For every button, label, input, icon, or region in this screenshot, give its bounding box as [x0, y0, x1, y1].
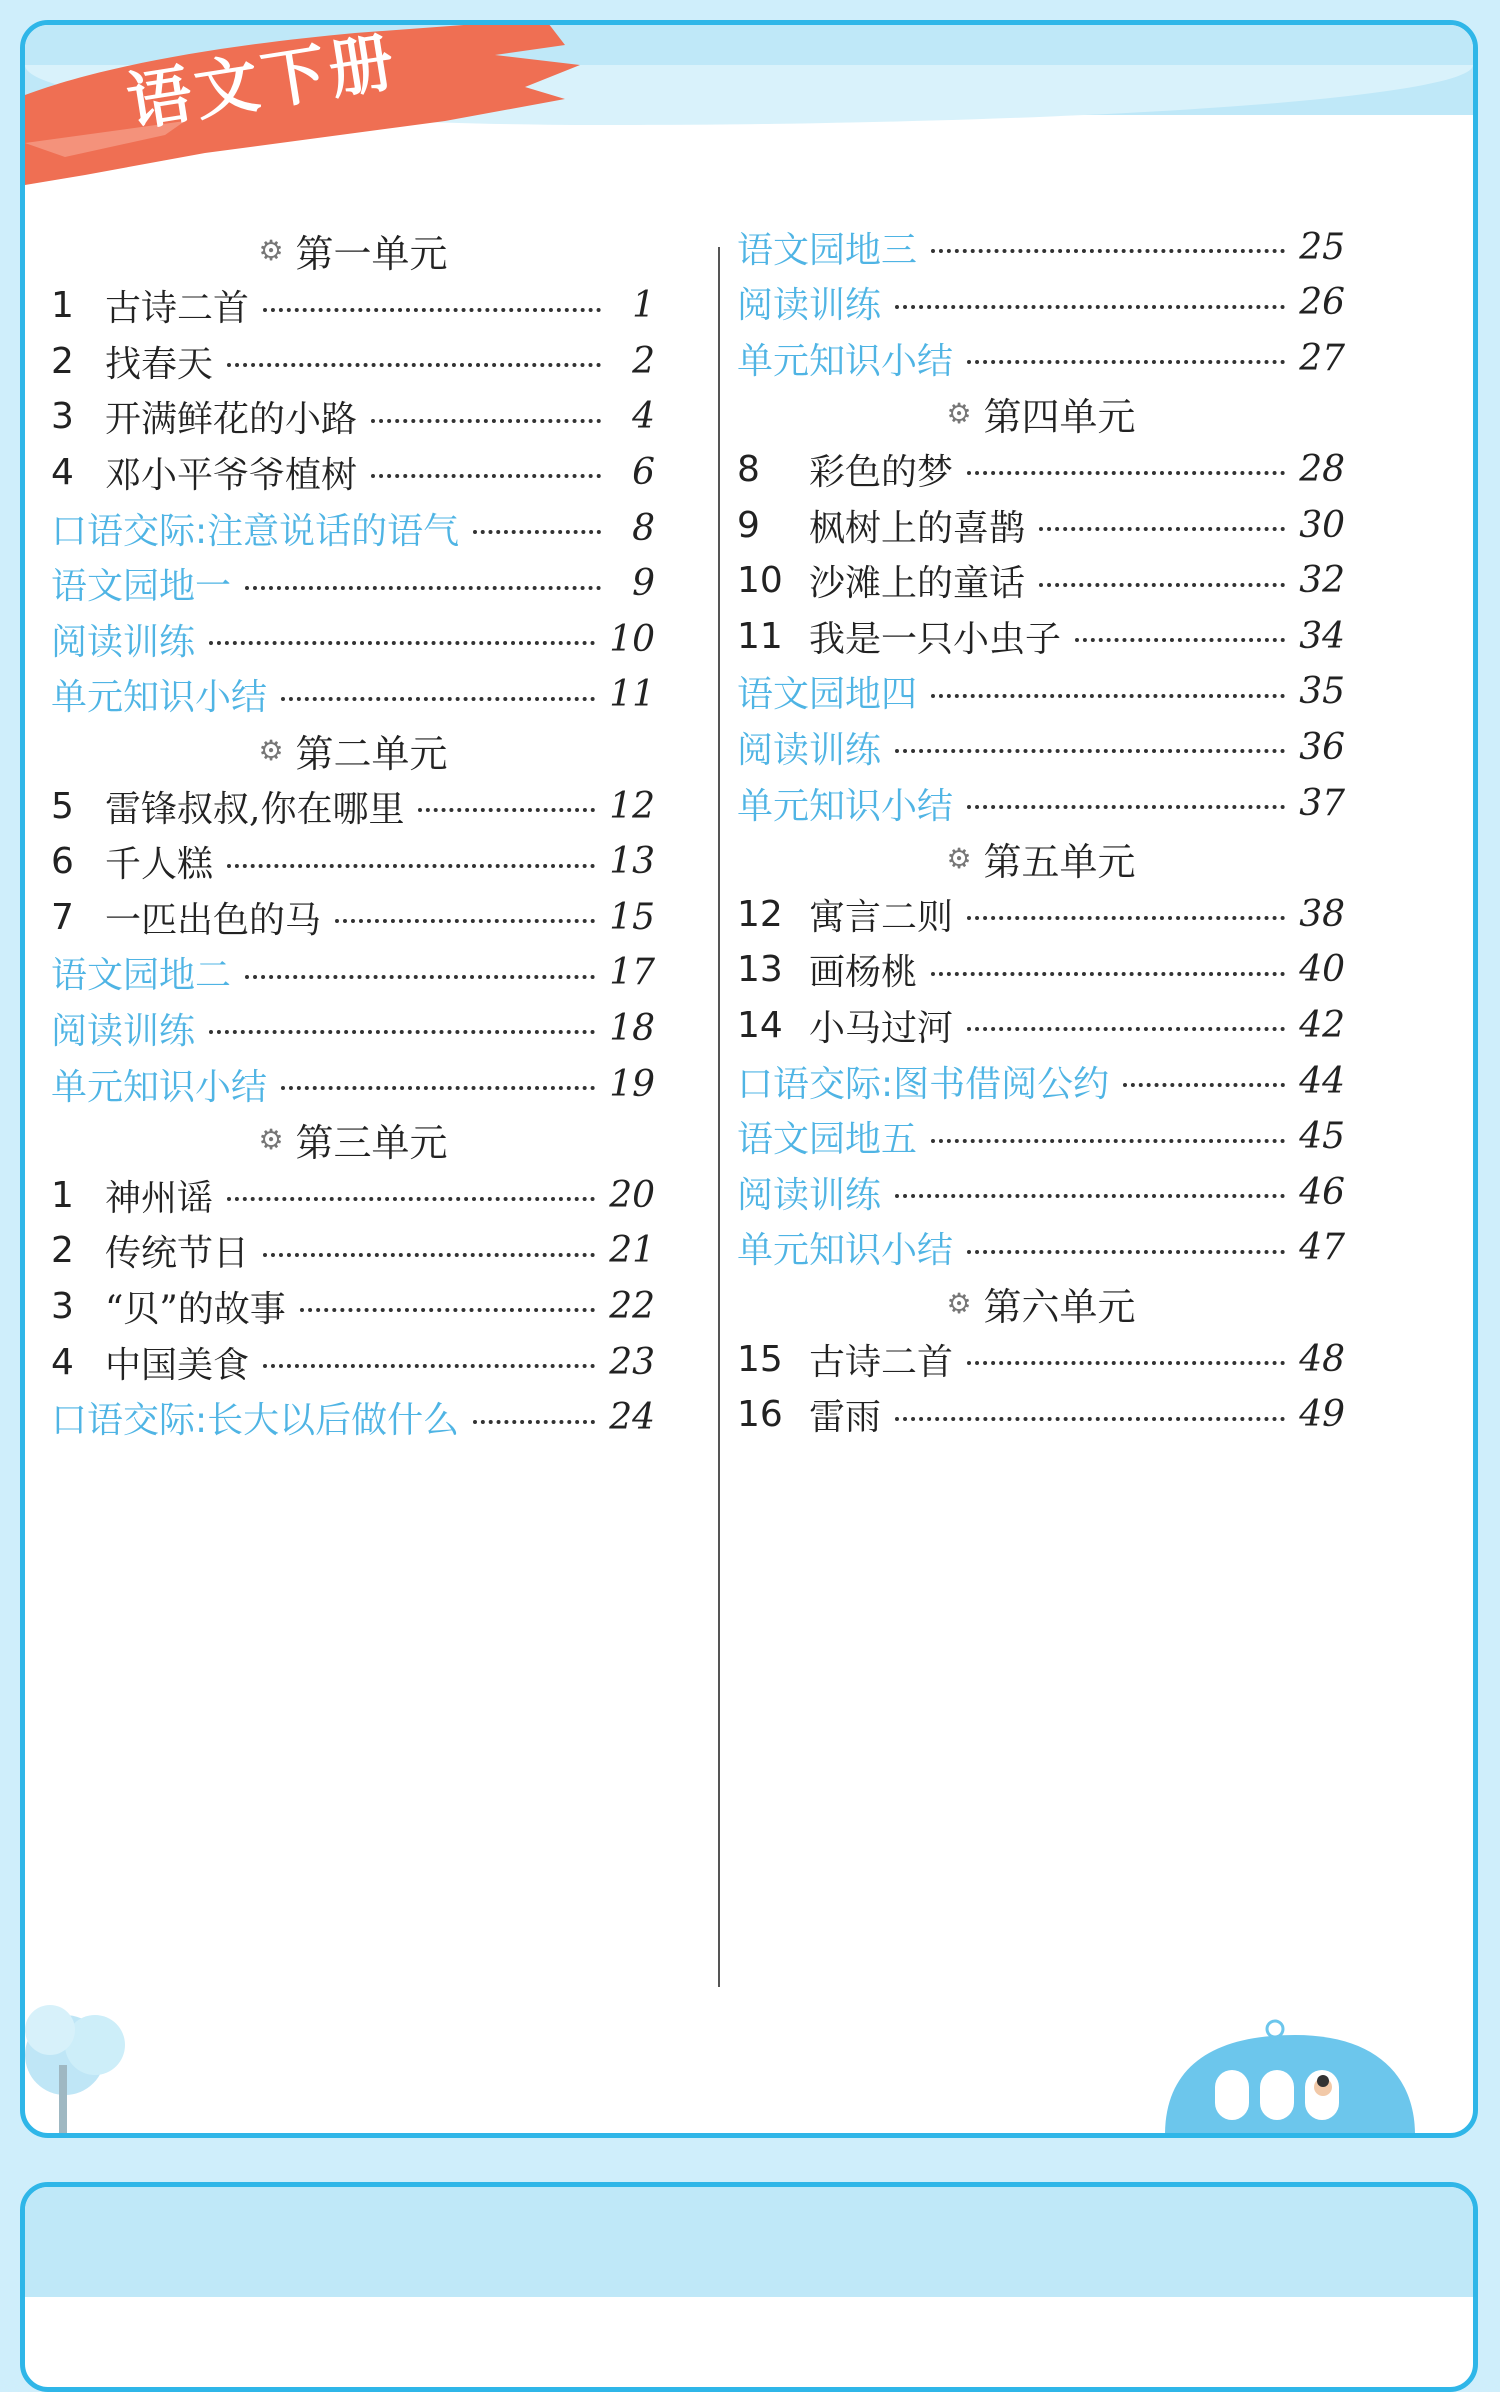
lesson-number: 8: [737, 448, 760, 490]
dot-leader: [281, 1086, 595, 1090]
lesson-number: 12: [737, 893, 783, 935]
page-number: 17: [609, 952, 655, 994]
dot-leader: [281, 697, 595, 701]
toc-entry[interactable]: [51, 387, 655, 447]
toc-entry-title: 小马过河: [809, 1007, 954, 1049]
unit-heading-label: 第四单元: [983, 395, 1136, 440]
dot-leader: [931, 249, 1285, 253]
page-number: 24: [609, 1397, 655, 1439]
lesson-number: 7: [51, 896, 74, 938]
toc-entry-title: 阅读训练: [51, 1010, 196, 1052]
toc-entry-title: 枫树上的喜鹊: [809, 507, 1026, 549]
toc-entry[interactable]: [737, 1329, 1345, 1389]
sky-band-next: [25, 2187, 1473, 2297]
unit-heading-label: 第二单元: [295, 731, 448, 776]
toc-entry-title: 我是一只小虫子: [809, 618, 1062, 660]
lesson-number: 1: [51, 285, 74, 327]
toc-entry[interactable]: [51, 887, 655, 947]
toc-entry-title: 沙滩上的童话: [809, 563, 1026, 605]
dot-leader: [371, 474, 601, 478]
gear-icon: ⚙: [946, 397, 972, 431]
page-number: 30: [1299, 504, 1345, 546]
next-page-card: [20, 2182, 1478, 2392]
page-number: 22: [609, 1285, 655, 1327]
gear-icon: ⚙: [258, 1123, 284, 1157]
toc-entry-title: 语文园地三: [737, 229, 918, 271]
lesson-number: 14: [737, 1004, 783, 1046]
page-number: 4: [632, 396, 655, 438]
dot-leader: [967, 360, 1285, 364]
page-number: 40: [1299, 949, 1345, 991]
gear-icon: ⚙: [258, 233, 284, 267]
toc-entry[interactable]: [737, 328, 1345, 388]
lesson-number: 5: [51, 785, 74, 827]
unit-heading-label: 第五单元: [983, 840, 1136, 885]
dot-leader: [209, 641, 595, 645]
page-number: 48: [1299, 1338, 1345, 1380]
dot-leader: [335, 919, 595, 923]
dot-leader: [931, 1139, 1285, 1143]
toc-entry[interactable]: [737, 1107, 1345, 1167]
lesson-number: 2: [51, 1230, 74, 1272]
toc-entry[interactable]: [51, 554, 655, 614]
page-number: 8: [632, 507, 655, 549]
unit-heading-label: 第三单元: [295, 1121, 448, 1166]
dot-leader: [895, 305, 1285, 309]
toc-entry[interactable]: [737, 1162, 1345, 1222]
dot-leader: [418, 808, 595, 812]
toc-entry[interactable]: [737, 551, 1345, 611]
toc-entry-title: 阅读训练: [51, 621, 196, 663]
page-number: 25: [1299, 226, 1345, 268]
dot-leader: [967, 1027, 1285, 1031]
page-number: 23: [609, 1341, 655, 1383]
toc-entry[interactable]: [51, 1221, 655, 1281]
toc-entry[interactable]: [51, 276, 655, 336]
dot-leader: [227, 1197, 595, 1201]
lesson-number: 4: [51, 451, 74, 493]
dot-leader: [227, 363, 601, 367]
toc-entry[interactable]: [737, 495, 1345, 555]
gear-icon: ⚙: [946, 1286, 972, 1320]
toc-entry-title: 语文园地四: [737, 674, 918, 716]
page-number: 20: [609, 1174, 655, 1216]
toc-entry-title: 阅读训练: [737, 1174, 882, 1216]
lesson-number: 1: [51, 1174, 74, 1216]
toc-entry[interactable]: [737, 273, 1345, 333]
column-divider: [718, 247, 720, 1987]
dot-leader: [1039, 583, 1285, 587]
unit-heading-label: 第一单元: [295, 231, 448, 276]
dot-leader: [967, 1250, 1285, 1254]
toc-entry[interactable]: [737, 217, 1345, 277]
toc-entry-title: 口语交际:注意说话的语气: [51, 510, 460, 552]
toc-entry[interactable]: [737, 884, 1345, 944]
toc-entry-title: 古诗二首: [105, 288, 250, 330]
toc-entry-title: 阅读训练: [737, 285, 882, 327]
toc-entry[interactable]: [51, 776, 655, 836]
toc-entry[interactable]: [51, 832, 655, 892]
dot-leader: [895, 749, 1285, 753]
toc-entry[interactable]: [51, 1388, 655, 1448]
lesson-number: 3: [51, 1285, 74, 1327]
page-number: 11: [609, 674, 655, 716]
toc-entry[interactable]: [737, 1051, 1345, 1111]
unit-heading: [737, 384, 1345, 444]
toc-entry-title: 开满鲜花的小路: [105, 399, 358, 441]
toc-entry-title: 千人糕: [105, 844, 214, 886]
page-number: 18: [609, 1007, 655, 1049]
dot-leader: [473, 1420, 595, 1424]
lesson-number: 6: [51, 841, 74, 883]
dot-leader: [967, 1361, 1285, 1365]
toc-entry-title: 口语交际:长大以后做什么: [51, 1400, 460, 1442]
toc-entry-title: 中国美食: [105, 1344, 250, 1386]
dot-leader: [371, 419, 601, 423]
toc-entry-title: 语文园地二: [51, 955, 232, 997]
dot-leader: [931, 694, 1285, 698]
toc-entry[interactable]: [51, 665, 655, 725]
toc-entry-title: 寓言二则: [809, 896, 954, 938]
dot-leader: [245, 586, 601, 590]
page-number: 44: [1299, 1060, 1345, 1102]
toc-entry-title: 单元知识小结: [51, 677, 268, 719]
toc-entry[interactable]: [737, 606, 1345, 666]
toc-entry-title: 单元知识小结: [51, 1066, 268, 1108]
toc-entry-title: 找春天: [105, 343, 214, 385]
dot-leader: [1039, 527, 1285, 531]
toc-entry[interactable]: [51, 998, 655, 1058]
dot-leader: [895, 1417, 1285, 1421]
toc-entry-title: 单元知识小结: [737, 785, 954, 827]
gear-icon: ⚙: [258, 733, 284, 767]
dot-leader: [245, 975, 595, 979]
toc-entry[interactable]: [51, 442, 655, 502]
page-number: 1: [632, 285, 655, 327]
toc-entry-title: “贝”的故事: [105, 1288, 286, 1330]
lesson-number: 15: [737, 1338, 783, 1380]
toc-entry-title: 一匹出色的马: [105, 899, 322, 941]
lesson-number: 16: [737, 1394, 783, 1436]
dot-leader: [895, 1194, 1285, 1198]
page-number: 9: [632, 563, 655, 605]
dot-leader: [300, 1308, 595, 1312]
lesson-number: 4: [51, 1341, 74, 1383]
dot-leader: [227, 864, 595, 868]
page-number: 36: [1299, 726, 1345, 768]
toc-entry[interactable]: [737, 1218, 1345, 1278]
toc-entry-title: 雷锋叔叔,你在哪里: [105, 788, 405, 830]
unit-heading: [51, 1110, 655, 1170]
lesson-number: 9: [737, 504, 760, 546]
page-number: 38: [1299, 893, 1345, 935]
lesson-number: 2: [51, 340, 74, 382]
unit-heading: [51, 720, 655, 780]
page-number: 15: [609, 896, 655, 938]
toc-entry[interactable]: [51, 1165, 655, 1225]
toc-entry[interactable]: [737, 439, 1345, 499]
toc-entry[interactable]: [51, 498, 655, 558]
page-number: 21: [609, 1230, 655, 1272]
toc-entry-title: 单元知识小结: [737, 340, 954, 382]
toc-entry[interactable]: [737, 717, 1345, 777]
toc-entry[interactable]: [737, 995, 1345, 1055]
page-number: 6: [632, 451, 655, 493]
toc-entry-title: 口语交际:图书借阅公约: [737, 1063, 1110, 1105]
page-number: 27: [1299, 337, 1345, 379]
dot-leader: [473, 530, 601, 534]
toc-entry-title: 语文园地五: [737, 1119, 918, 1161]
toc-entry-title: 阅读训练: [737, 729, 882, 771]
page-number: 37: [1299, 782, 1345, 824]
toc-entry-title: 传统节日: [105, 1233, 250, 1275]
toc-entry[interactable]: [737, 1385, 1345, 1445]
toc-entry-title: 雷雨: [809, 1397, 882, 1439]
toc-entry[interactable]: [737, 773, 1345, 833]
page-number: 45: [1299, 1116, 1345, 1158]
toc-entry-title: 古诗二首: [809, 1341, 954, 1383]
toc-entry[interactable]: [51, 331, 655, 391]
dot-leader: [1075, 638, 1285, 642]
bus-illustration: [1145, 2015, 1435, 2135]
toc-entry-title: 神州谣: [105, 1177, 214, 1219]
banner-title: 语文下册: [122, 25, 403, 141]
page-number: 34: [1299, 615, 1345, 657]
dot-leader: [931, 972, 1285, 976]
toc-card: [20, 20, 1478, 2138]
toc-entry-title: 邓小平爷爷植树: [105, 454, 358, 496]
unit-heading: [737, 1273, 1345, 1333]
lesson-number: 13: [737, 949, 783, 991]
unit-heading: [51, 220, 655, 280]
toc-entry-title: 单元知识小结: [737, 1230, 954, 1272]
page-number: 49: [1299, 1394, 1345, 1436]
unit-heading-label: 第六单元: [983, 1284, 1136, 1329]
toc-entry[interactable]: [737, 662, 1345, 722]
dot-leader: [263, 1253, 595, 1257]
dot-leader: [263, 1364, 595, 1368]
dot-leader: [1123, 1083, 1285, 1087]
page-number: 13: [609, 841, 655, 883]
dot-leader: [967, 471, 1285, 475]
toc-entry-title: 彩色的梦: [809, 451, 954, 493]
lesson-number: 10: [737, 560, 783, 602]
gear-icon: ⚙: [946, 842, 972, 876]
page-number: 32: [1299, 560, 1345, 602]
toc-entry[interactable]: [51, 1276, 655, 1336]
dot-leader: [263, 308, 601, 312]
toc-entry[interactable]: [51, 1332, 655, 1392]
page-number: 2: [632, 340, 655, 382]
lesson-number: 11: [737, 615, 783, 657]
page-number: 12: [609, 785, 655, 827]
dot-leader: [209, 1030, 595, 1034]
unit-heading: [737, 829, 1345, 889]
toc-entry[interactable]: [51, 609, 655, 669]
page-number: 10: [609, 618, 655, 660]
tree-illustration: [25, 1985, 135, 2135]
toc-entry-title: 语文园地一: [51, 566, 232, 608]
page-number: 35: [1299, 671, 1345, 713]
dot-leader: [967, 805, 1285, 809]
page-number: 26: [1299, 282, 1345, 324]
toc-entry-title: 画杨桃: [809, 952, 918, 994]
dot-leader: [967, 916, 1285, 920]
page-number: 42: [1299, 1004, 1345, 1046]
page-number: 47: [1299, 1227, 1345, 1269]
toc-entry[interactable]: [51, 1054, 655, 1114]
toc-entry[interactable]: [737, 940, 1345, 1000]
page-number: 46: [1299, 1171, 1345, 1213]
toc-entry[interactable]: [51, 943, 655, 1003]
lesson-number: 3: [51, 396, 74, 438]
page-number: 28: [1299, 448, 1345, 490]
page-number: 19: [609, 1063, 655, 1105]
